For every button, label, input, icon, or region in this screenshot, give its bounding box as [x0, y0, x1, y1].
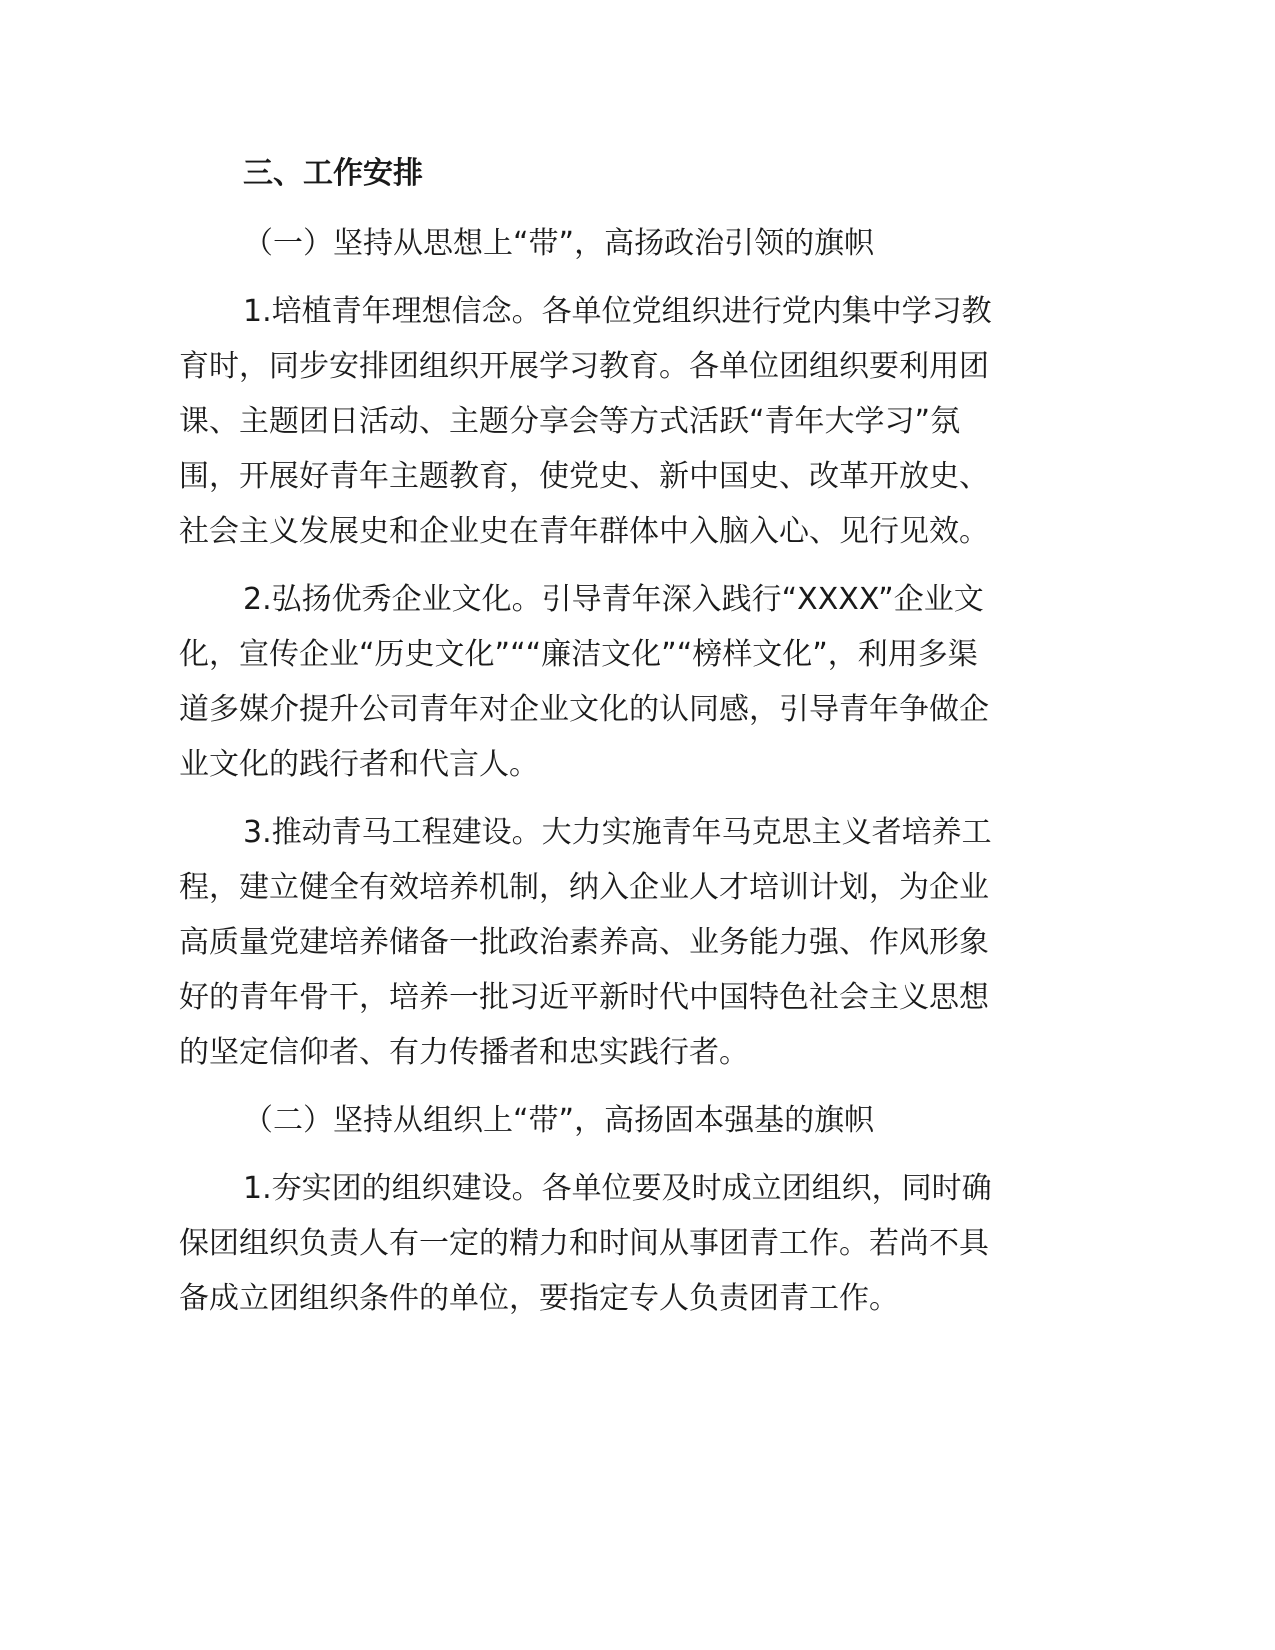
paragraph-line: 育时，同步安排团组织开展学习教育。各单位团组织要利用团 [179, 349, 989, 384]
subsection-title: （一）坚持从思想上“带”，高扬政治引领的旗帜 [243, 226, 875, 261]
paragraph-line: 化，宣传企业“历史文化”““廉洁文化”“榜样文化”，利用多渠 [179, 637, 978, 672]
paragraph-line: 高质量党建培养储备一批政治素养高、业务能力强、作风形象 [179, 925, 989, 960]
subsection-title: （二）坚持从组织上“带”，高扬固本强基的旗帜 [243, 1103, 875, 1138]
paragraph-line: 社会主义发展史和企业史在青年群体中入脑入心、见行见效。 [179, 514, 989, 549]
section-heading: 三、工作安排 [243, 156, 423, 191]
paragraph-line: 保团组织负责人有一定的精力和时间从事团青工作。若尚不具 [179, 1226, 989, 1261]
paragraph-line: 的坚定信仰者、有力传播者和忠实践行者。 [179, 1035, 749, 1070]
paragraph-line: 备成立团组织条件的单位，要指定专人负责团青工作。 [179, 1281, 899, 1316]
paragraph-line: 课、主题团日活动、主题分享会等方式活跃“青年大学习”氛 [179, 404, 961, 439]
paragraph-line: 好的青年骨干，培养一批习近平新时代中国特色社会主义思想 [179, 980, 989, 1015]
paragraph-line: 3.推动青马工程建设。大力实施青年马克思主义者培养工 [243, 815, 992, 850]
paragraph-line: 道多媒介提升公司青年对企业文化的认同感，引导青年争做企 [179, 692, 989, 727]
paragraph-line: 围，开展好青年主题教育，使党史、新中国史、改革开放史、 [179, 459, 989, 494]
paragraph-line: 程，建立健全有效培养机制，纳入企业人才培训计划，为企业 [179, 870, 989, 905]
paragraph-line: 业文化的践行者和代言人。 [179, 747, 539, 782]
paragraph-line: 1.夯实团的组织建设。各单位要及时成立团组织，同时确 [243, 1171, 992, 1206]
paragraph-line: 2.弘扬优秀企业文化。引导青年深入践行“XXXX”企业文 [243, 582, 984, 617]
paragraph-line: 1.培植青年理想信念。各单位党组织进行党内集中学习教 [243, 294, 992, 329]
